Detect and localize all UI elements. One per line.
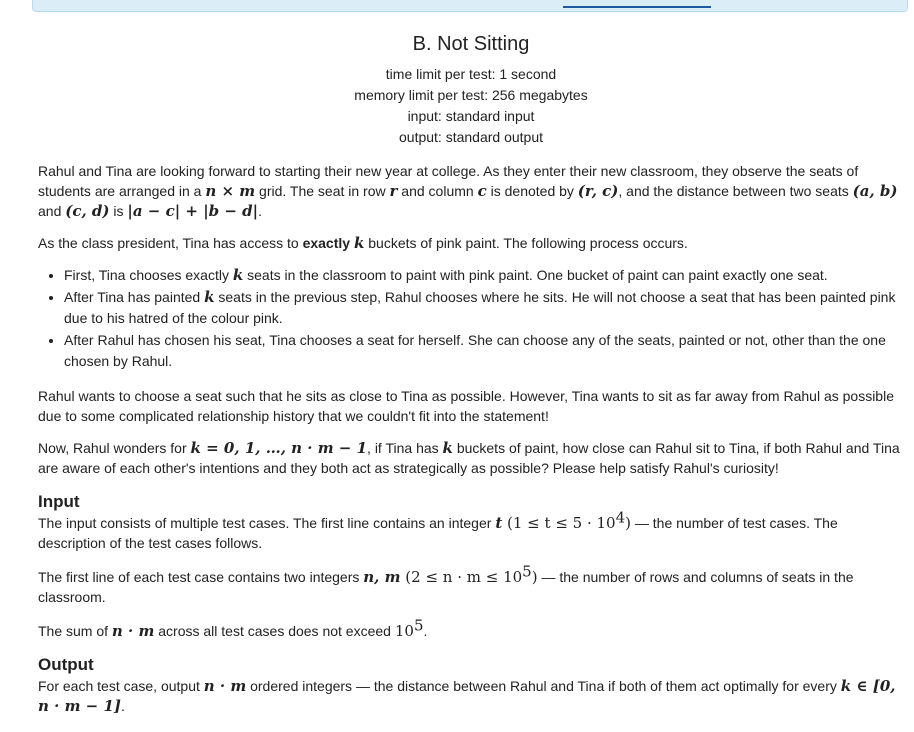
text: seats in the classroom to paint with pink paint. One bucket of paint can paint exactly one seat. bbox=[243, 267, 828, 283]
text: . bbox=[121, 698, 125, 714]
time-limit: time limit per test: 1 second bbox=[385, 66, 557, 82]
input-specification bbox=[38, 492, 904, 641]
math-k-interval: k ∈ [0, n · m − 1] bbox=[38, 677, 896, 715]
text: across all test cases does not exceed bbox=[154, 623, 395, 639]
math-exponent: 5 bbox=[522, 562, 532, 581]
math-n-times-m: n × m bbox=[205, 182, 256, 200]
output-file: output: standard output bbox=[399, 129, 543, 145]
math-k: k bbox=[232, 266, 244, 284]
text: and column bbox=[397, 183, 478, 199]
math-k-range: k = 0, 1, …, n · m − 1 bbox=[190, 439, 368, 457]
text: As the class president, Tina has access to bbox=[38, 235, 303, 251]
math-n-m: n, m bbox=[363, 568, 401, 586]
math-r-c: (r, c) bbox=[577, 182, 619, 200]
problem-legend bbox=[38, 161, 904, 478]
problem-statement bbox=[38, 30, 904, 730]
output-section-title: Output bbox=[38, 655, 94, 674]
math-a-b: (a, b) bbox=[852, 182, 898, 200]
memory-limit: memory limit per test: 256 megabytes bbox=[354, 87, 588, 103]
input-file: input: standard input bbox=[407, 108, 535, 124]
input-paragraph-2 bbox=[38, 562, 904, 607]
math-k: k bbox=[204, 288, 215, 306]
math-paren: ) bbox=[625, 514, 631, 532]
text: After Tina has painted bbox=[64, 289, 205, 305]
output-specification bbox=[38, 655, 904, 716]
text: buckets of pink paint. The following process occurs. bbox=[364, 235, 688, 251]
math-r: r bbox=[389, 182, 398, 200]
math-k: k bbox=[353, 234, 365, 252]
text: — the number of rows and columns of seats in the classroom. bbox=[38, 569, 854, 605]
math-paren: ) bbox=[531, 568, 538, 586]
text: — the number of test cases. The description of the test cases follows. bbox=[38, 515, 838, 551]
math-n-dot-m: n · m bbox=[111, 622, 155, 640]
text: is denoted by bbox=[486, 183, 578, 199]
math-distance-formula: |a − c| + |b − d| bbox=[127, 202, 259, 220]
text: The first line of each test case contains two integers bbox=[38, 569, 364, 585]
math-nm-bounds: (2 ≤ n · m ≤ 10 bbox=[400, 568, 523, 586]
list-item: • After Rahul has chosen his seat, Tina chooses a seat for herself. She can choose any of the seats, painted or not, other than the one chosen by Rahul. bbox=[64, 330, 904, 372]
text: seats in the previous step, Rahul chooses where he sits. He will not choose a seat that has been painted pink due to his hatred of the colour pink. bbox=[64, 289, 896, 326]
legend-paragraph-2 bbox=[38, 233, 904, 253]
math-exponent: 4 bbox=[615, 508, 626, 527]
input-section-title: Input bbox=[38, 492, 80, 511]
text: grid. The seat in row bbox=[255, 183, 390, 199]
text: , and the distance between two seats bbox=[618, 183, 853, 199]
input-paragraph-1 bbox=[38, 508, 904, 553]
text: . bbox=[423, 623, 428, 639]
output-paragraph-1 bbox=[38, 676, 904, 716]
math-c-d: (c, d) bbox=[65, 202, 110, 220]
text: ordered integers — the distance between Rahul and Tina if both of them act optimally for every bbox=[246, 678, 841, 694]
top-alert-banner bbox=[32, 0, 908, 12]
process-list bbox=[38, 265, 904, 372]
legend-paragraph-3: Rahul wants to choose a seat such that he sits as close to Tina as possible. However, Tina wants to sit as far away from Rahul as possible due to some complicated relationship history that we couldn't fit into the statement! bbox=[38, 388, 894, 424]
legend-paragraph-4 bbox=[38, 438, 904, 478]
legend-paragraph-1 bbox=[38, 161, 904, 221]
text: and bbox=[38, 203, 66, 219]
bold-exactly: exactly bbox=[302, 235, 351, 251]
math-ten: 10 bbox=[394, 622, 414, 640]
text: . bbox=[258, 203, 262, 219]
text: For each test case, output bbox=[38, 678, 204, 694]
text: , if Tina has bbox=[367, 440, 443, 456]
math-t-bounds: (1 ≤ t ≤ 5 · 10 bbox=[502, 514, 616, 532]
list-item bbox=[64, 265, 904, 286]
alert-link[interactable] bbox=[563, 0, 711, 8]
math-k: k bbox=[442, 439, 453, 457]
text: Now, Rahul wonders for bbox=[38, 440, 191, 456]
text: The input consists of multiple test cases. The first line contains an integer bbox=[38, 515, 496, 531]
text: is bbox=[109, 203, 128, 219]
math-t: t bbox=[495, 514, 503, 532]
problem-header bbox=[38, 30, 904, 148]
input-paragraph-3 bbox=[38, 616, 904, 641]
math-exponent: 5 bbox=[413, 616, 424, 635]
text: First, Tina chooses exactly bbox=[64, 267, 233, 283]
text: The sum of bbox=[38, 623, 112, 639]
list-item bbox=[64, 287, 904, 329]
text: Rahul and Tina are looking forward to starting their new year at college. As they enter their new classroom, they observe the seats of students are arranged in a bbox=[38, 163, 859, 199]
math-n-dot-m: n · m bbox=[203, 677, 247, 695]
math-c: c bbox=[477, 182, 487, 200]
text: buckets of paint, how close can Rahul sit to Tina, if both Rahul and Tina are aware of each other's intentions and they both act as strategically as possible? Please help satisfy Rahul's curiosity! bbox=[38, 440, 900, 476]
problem-title: B. Not Sitting bbox=[412, 33, 530, 55]
